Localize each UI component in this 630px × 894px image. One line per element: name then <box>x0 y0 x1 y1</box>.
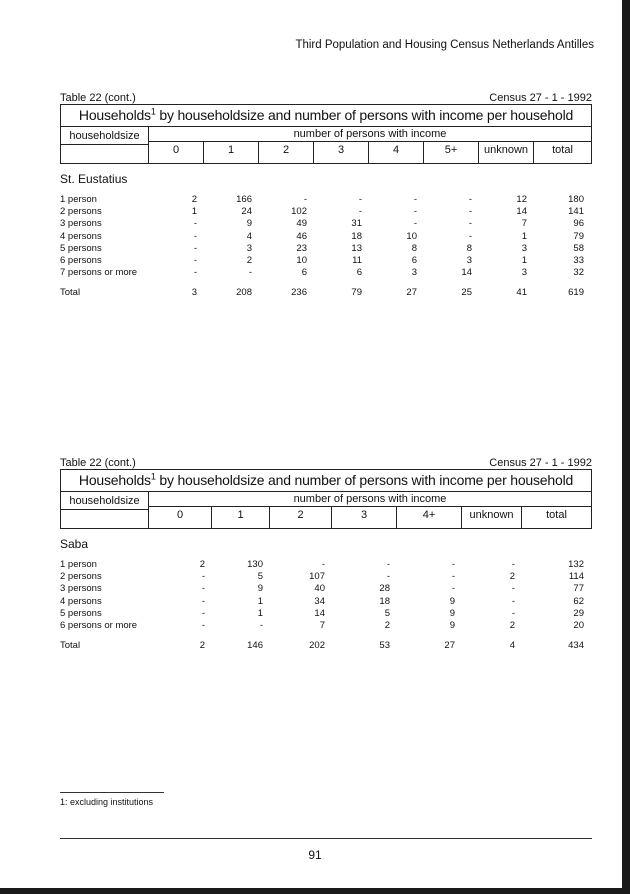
cell-value: 5 <box>384 607 390 619</box>
cell-value: 2 <box>509 619 515 631</box>
column-header: unknown <box>462 507 522 528</box>
cell-value: 3 <box>521 267 527 279</box>
cell-value: 3 <box>411 267 417 279</box>
row-label: 6 persons <box>60 254 102 266</box>
cell-value: - <box>259 619 263 631</box>
row-header: householdsize <box>60 130 149 145</box>
cell-value: 5 <box>257 571 263 583</box>
column-group <box>149 492 591 528</box>
scan-edge-right <box>622 0 630 894</box>
cell-value: 2 <box>191 194 197 205</box>
table-header <box>60 104 592 164</box>
cell-value: 29 <box>573 607 584 619</box>
title-rest: by householdsize and number of persons with income per household <box>155 472 574 488</box>
cell-value: - <box>193 254 197 266</box>
cell-value: - <box>201 607 205 619</box>
row-label: Total <box>60 287 81 299</box>
cell-value: 49 <box>296 218 307 230</box>
cell-value: 34 <box>314 595 325 607</box>
row-label: 4 persons <box>60 230 102 242</box>
column-headers <box>149 142 591 163</box>
total-row <box>60 640 592 652</box>
group-header: number of persons with income <box>149 492 591 507</box>
table-row <box>60 608 592 620</box>
cell-value: 40 <box>314 583 325 595</box>
cell-value: - <box>451 559 455 570</box>
page-number: 91 <box>308 848 322 862</box>
cell-value: 3 <box>466 254 472 266</box>
cell-value: - <box>193 242 197 254</box>
cell-value: 13 <box>351 242 362 254</box>
cell-value: - <box>303 194 307 205</box>
cell-value: - <box>413 194 417 205</box>
cell-value: 146 <box>247 640 263 652</box>
running-header: Third Population and Housing Census Netherlands Antilles <box>295 39 594 51</box>
cell-value: 202 <box>309 640 325 652</box>
cell-value: 18 <box>379 595 390 607</box>
column-headers <box>149 507 591 528</box>
cell-value: 7 <box>521 218 527 230</box>
table-caption: Table 22 (cont.) <box>60 92 136 104</box>
cell-value: 9 <box>246 218 252 230</box>
cell-value: - <box>511 595 515 607</box>
cell-value: 4 <box>509 640 515 652</box>
cell-value: - <box>511 559 515 570</box>
cell-value: 24 <box>241 206 252 218</box>
cell-value: 18 <box>351 230 362 242</box>
table-title <box>61 105 591 127</box>
cell-value: - <box>468 218 472 230</box>
row-label: 6 persons or more <box>60 619 138 631</box>
cell-value: 2 <box>199 640 205 652</box>
region-label: St. Eustatius <box>60 172 128 186</box>
table-row <box>60 206 592 218</box>
cell-value: 31 <box>351 218 362 230</box>
table-row <box>60 255 592 267</box>
column-header: 4 <box>369 142 424 163</box>
row-label: 1 person <box>60 559 97 570</box>
row-label: 5 persons <box>60 242 102 254</box>
cell-value: 28 <box>379 583 390 595</box>
cell-value: 1 <box>257 607 263 619</box>
cell-value: - <box>201 571 205 583</box>
table-row <box>60 218 592 230</box>
cell-value: - <box>193 267 197 279</box>
region-label: Saba <box>60 537 89 551</box>
column-group <box>149 127 591 163</box>
row-header: householdsize <box>60 495 149 510</box>
table-row <box>60 583 592 595</box>
cell-value: - <box>358 206 362 218</box>
table-title <box>61 470 591 492</box>
cell-value: 79 <box>573 230 584 242</box>
column-header: 1 <box>212 507 270 528</box>
cell-value: 180 <box>568 194 584 205</box>
footnote: 1: excluding institutions <box>60 797 154 807</box>
column-header: 0 <box>149 142 204 163</box>
row-label: 1 person <box>60 194 97 205</box>
cell-value: 9 <box>449 619 455 631</box>
cell-value: - <box>451 571 455 583</box>
column-header: 3 <box>314 142 369 163</box>
column-header: total <box>552 144 573 156</box>
cell-value: 102 <box>291 206 307 218</box>
cell-value: 58 <box>573 242 584 254</box>
cell-value: - <box>201 583 205 595</box>
cell-value: 14 <box>516 206 527 218</box>
title-main: Households <box>78 107 151 123</box>
census-date: Census 27 - 1 - 1992 <box>489 92 592 104</box>
table-st-eustatius <box>60 90 592 300</box>
cell-value: 41 <box>516 287 527 299</box>
cell-value: - <box>451 583 455 595</box>
cell-value: 434 <box>568 640 584 652</box>
header-row <box>61 127 591 163</box>
row-label: 3 persons <box>60 583 102 595</box>
cell-value: 77 <box>573 583 584 595</box>
cell-value: - <box>511 607 515 619</box>
row-label: 5 persons <box>60 607 102 619</box>
cell-value: - <box>386 571 390 583</box>
column-header: 0 <box>149 507 212 528</box>
cell-value: 46 <box>296 230 307 242</box>
cell-value: 27 <box>444 640 455 652</box>
cell-value: - <box>248 267 252 279</box>
column-header: 3 <box>332 507 397 528</box>
cell-value: - <box>468 194 472 205</box>
row-label: 2 persons <box>60 206 102 218</box>
cell-value: - <box>358 194 362 205</box>
table-row <box>60 243 592 255</box>
table-row <box>60 559 592 571</box>
cell-value: 208 <box>236 287 252 299</box>
cell-value: 23 <box>296 242 307 254</box>
page-divider <box>60 838 592 839</box>
row-label: Total <box>60 640 81 652</box>
cell-value: - <box>193 230 197 242</box>
caption-row <box>60 90 592 104</box>
footnote-mark: 1 <box>150 106 156 117</box>
row-label: 7 persons or more <box>60 267 138 279</box>
cell-value: 6 <box>301 267 307 279</box>
table-row <box>60 267 592 279</box>
cell-value: 10 <box>296 254 307 266</box>
cell-value: 2 <box>509 571 515 583</box>
cell-value: 11 <box>352 254 362 266</box>
footnote-mark: 1 <box>150 471 156 482</box>
column-header: 1 <box>204 142 259 163</box>
table-caption: Table 22 (cont.) <box>60 457 136 469</box>
cell-value: 14 <box>461 267 472 279</box>
cell-value: 619 <box>568 287 584 299</box>
cell-value: - <box>511 583 515 595</box>
group-header: number of persons with income <box>149 127 591 142</box>
cell-value: 62 <box>573 595 584 607</box>
column-header: 5+ <box>424 142 479 163</box>
census-date: Census 27 - 1 - 1992 <box>489 457 592 469</box>
cell-value: 107 <box>309 571 325 583</box>
cell-value: 1 <box>521 254 527 266</box>
cell-value: - <box>321 559 325 570</box>
cell-value: 53 <box>379 640 390 652</box>
cell-value: 3 <box>191 287 197 299</box>
footnote-divider <box>60 792 164 793</box>
column-header: unknown <box>479 142 534 163</box>
column-header: total <box>546 509 567 521</box>
cell-value: 96 <box>573 218 584 230</box>
total-row <box>60 287 592 299</box>
cell-value: 236 <box>291 287 307 299</box>
table-row <box>60 194 592 206</box>
column-header: 2 <box>270 507 332 528</box>
cell-value: 20 <box>573 619 584 631</box>
cell-value: 166 <box>236 194 252 205</box>
cell-value: 1 <box>521 230 527 242</box>
cell-value: 10 <box>406 230 417 242</box>
table-saba <box>60 455 592 652</box>
cell-value: - <box>413 206 417 218</box>
row-label: 4 persons <box>60 595 102 607</box>
header-row <box>61 492 591 528</box>
cell-value: 14 <box>314 607 325 619</box>
table-body <box>60 559 592 652</box>
cell-value: 130 <box>247 559 263 570</box>
cell-value: 8 <box>466 242 472 254</box>
cell-value: 27 <box>406 287 417 299</box>
cell-value: - <box>468 230 472 242</box>
table-body <box>60 194 592 300</box>
cell-value: 12 <box>516 194 527 205</box>
cell-value: 9 <box>449 607 455 619</box>
row-label: 3 persons <box>60 218 102 230</box>
table-row <box>60 571 592 583</box>
table-row <box>60 596 592 608</box>
row-label: 2 persons <box>60 571 102 583</box>
cell-value: - <box>193 218 197 230</box>
cell-value: 141 <box>568 206 584 218</box>
row-header-cell <box>61 127 149 163</box>
cell-value: 114 <box>568 571 584 583</box>
cell-value: 9 <box>449 595 455 607</box>
column-header: 2 <box>259 142 314 163</box>
cell-value: - <box>201 595 205 607</box>
column-header: 4+ <box>397 507 462 528</box>
cell-value: 2 <box>199 559 205 570</box>
cell-value: 9 <box>257 583 263 595</box>
cell-value: 8 <box>411 242 417 254</box>
cell-value: 6 <box>356 267 362 279</box>
cell-value: 132 <box>568 559 584 570</box>
scan-edge-bottom <box>0 888 630 894</box>
cell-value: 32 <box>573 267 584 279</box>
cell-value: 4 <box>246 230 252 242</box>
cell-value: 7 <box>319 619 325 631</box>
table-header <box>60 469 592 529</box>
cell-value: - <box>468 206 472 218</box>
table-row <box>60 620 592 632</box>
cell-value: - <box>413 218 417 230</box>
cell-value: 1 <box>257 595 263 607</box>
cell-value: 3 <box>246 242 252 254</box>
caption-row <box>60 455 592 469</box>
cell-value: 1 <box>191 206 197 218</box>
row-header-cell <box>61 492 149 528</box>
cell-value: 2 <box>384 619 390 631</box>
cell-value: 79 <box>351 287 362 299</box>
cell-value: 6 <box>411 254 417 266</box>
cell-value: 3 <box>521 242 527 254</box>
title-main: Households <box>78 472 151 488</box>
cell-value: - <box>386 559 390 570</box>
cell-value: - <box>201 619 205 631</box>
cell-value: 33 <box>573 254 584 266</box>
table-row <box>60 231 592 243</box>
cell-value: 2 <box>246 254 252 266</box>
title-rest: by householdsize and number of persons with income per household <box>155 107 574 123</box>
cell-value: 25 <box>461 287 472 299</box>
